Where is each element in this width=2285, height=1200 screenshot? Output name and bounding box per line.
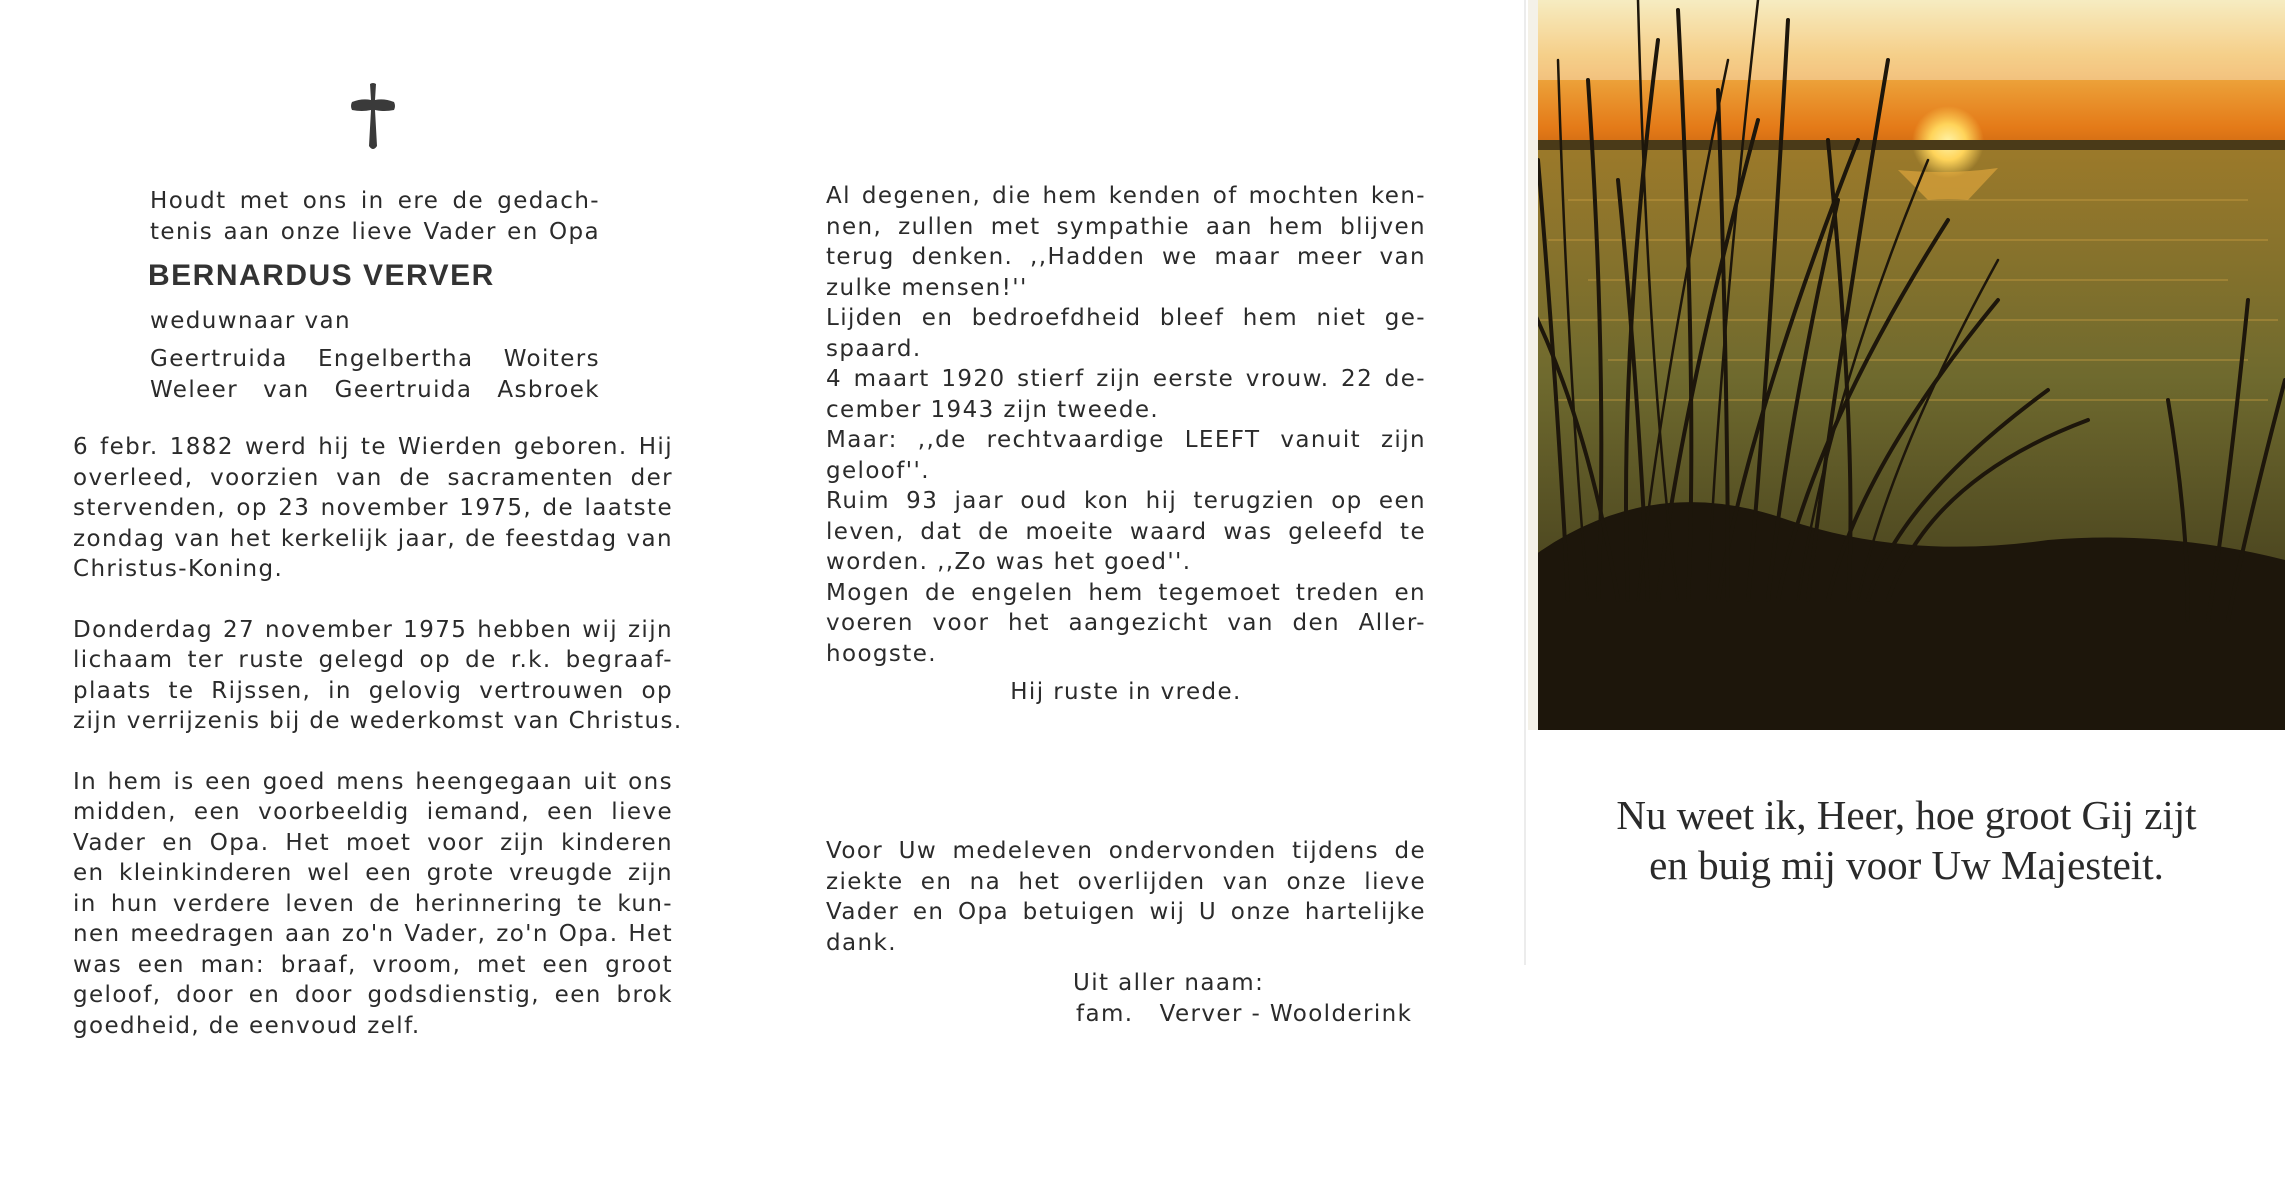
text-line: plaats te Rijssen, in gelovig vertrouwen op: [73, 677, 673, 704]
card-fold-line: [1524, 0, 1526, 965]
text-line: overleed, voorzien van de sacramenten der: [73, 464, 673, 491]
text-line: Vader en Opa. Het moet voor zijn kinderen: [73, 829, 673, 856]
intro-line: Houdt met ons in ere de gedach-: [150, 188, 600, 214]
text-line: terug denken. ,,Hadden we maar meer van: [826, 244, 1426, 270]
text-line: lichaam ter ruste gelegd op de r.k. begraaf-: [73, 647, 673, 673]
text-line: geloof, door en door godsdienstig, een brok: [73, 982, 673, 1008]
text-line: en kleinkinderen wel een grote vreugde zijn: [73, 860, 673, 886]
text-line: Mogen de engelen hem tegemoet treden en: [826, 579, 1426, 606]
middle-column: [826, 181, 1426, 708]
text-line: cember 1943 zijn tweede.: [826, 396, 1160, 423]
text-line: ziekte en na het overlijden van onze lieve: [826, 868, 1426, 895]
sunset-reeds-photo: [1528, 0, 2285, 730]
text-line: stervenden, op 23 november 1975, de laatste: [73, 495, 673, 521]
spouse-line: Weleer van Geertruida Asbroek: [150, 376, 600, 403]
text-line: voeren voor het aangezicht van den Aller-: [826, 610, 1426, 636]
text-line: in hun verdere leven de herinnering te kun-: [73, 890, 673, 917]
text-line: Ruim 93 jaar oud kon hij terugzien op een: [826, 488, 1426, 514]
thanks-block: [826, 836, 1426, 1029]
cross-icon: [350, 82, 396, 152]
verse-line: en buig mij voor Uw Majesteit.: [1649, 842, 2164, 888]
text-line: Christus-Koning.: [73, 556, 284, 582]
text-line: spaard.: [826, 335, 922, 362]
text-line: nen, zullen met sympathie aan hem blijven: [826, 213, 1426, 240]
text-line: zulke mensen!'': [826, 274, 1028, 301]
text-line: was een man: braaf, vroom, met een groot: [73, 951, 673, 978]
text-line: Donderdag 27 november 1975 hebben wij zijn: [73, 616, 673, 643]
text-line: Vader en Opa betuigen wij U onze hartelijke: [826, 899, 1426, 925]
paragraph-birth: [73, 432, 673, 585]
text-line: midden, een voorbeeldig iemand, een lieve: [73, 799, 673, 825]
text-line: Lijden en bedroefdheid bleef hem niet ge-: [826, 305, 1426, 331]
text-line: In hem is een goed mens heengegaan uit ons: [73, 768, 673, 795]
text-line: zondag van het kerkelijk jaar, de feestdag van: [73, 525, 673, 552]
text-line: geloof''.: [826, 457, 930, 484]
header-block: [150, 186, 600, 405]
text-line: worden. ,,Zo was het goed''.: [826, 549, 1192, 575]
paragraph-tribute: [73, 767, 673, 1042]
signature-line: Uit aller naam:: [1073, 970, 1265, 996]
closing-line: Hij ruste in vrede.: [1010, 679, 1242, 705]
text-line: goedheid, de eenvoud zelf.: [73, 1012, 421, 1039]
text-line: Voor Uw medeleven ondervonden tijdens de: [826, 838, 1426, 864]
text-line: 6 febr. 1882 werd hij te Wierden geboren. Hij: [73, 434, 673, 460]
text-line: hoogste.: [826, 640, 937, 667]
text-line: Maar: ,,de rechtvaardige LEEFT vanuit zijn: [826, 427, 1426, 453]
left-column: [73, 432, 683, 1071]
text-line: zijn verrijzenis bij de wederkomst van Christus.: [73, 708, 683, 734]
verse-line: Nu weet ik, Heer, hoe groot Gij zijt: [1616, 792, 2197, 838]
intro-line: tenis aan onze lieve Vader en Opa: [150, 218, 600, 245]
spouse-line: Geertruida Engelbertha Woiters: [150, 346, 600, 372]
widower-label: weduwnaar van: [150, 307, 351, 334]
paragraph-burial: [73, 615, 683, 737]
text-line: 4 maart 1920 stierf zijn eerste vrouw. 22 de-: [826, 366, 1426, 392]
text-line: nen meedragen aan zo'n Vader, zo'n Opa. Het: [73, 921, 673, 947]
text-line: dank.: [826, 929, 897, 956]
verse-text: [1528, 790, 2285, 890]
text-line: Al degenen, die hem kenden of mochten ken-: [826, 183, 1426, 209]
signature-family: fam. Verver - Woolderink: [1076, 1000, 1413, 1027]
deceased-name: BERNARDUS VERVER: [148, 259, 495, 292]
text-line: leven, dat de moeite waard was geleefd te: [826, 518, 1426, 545]
